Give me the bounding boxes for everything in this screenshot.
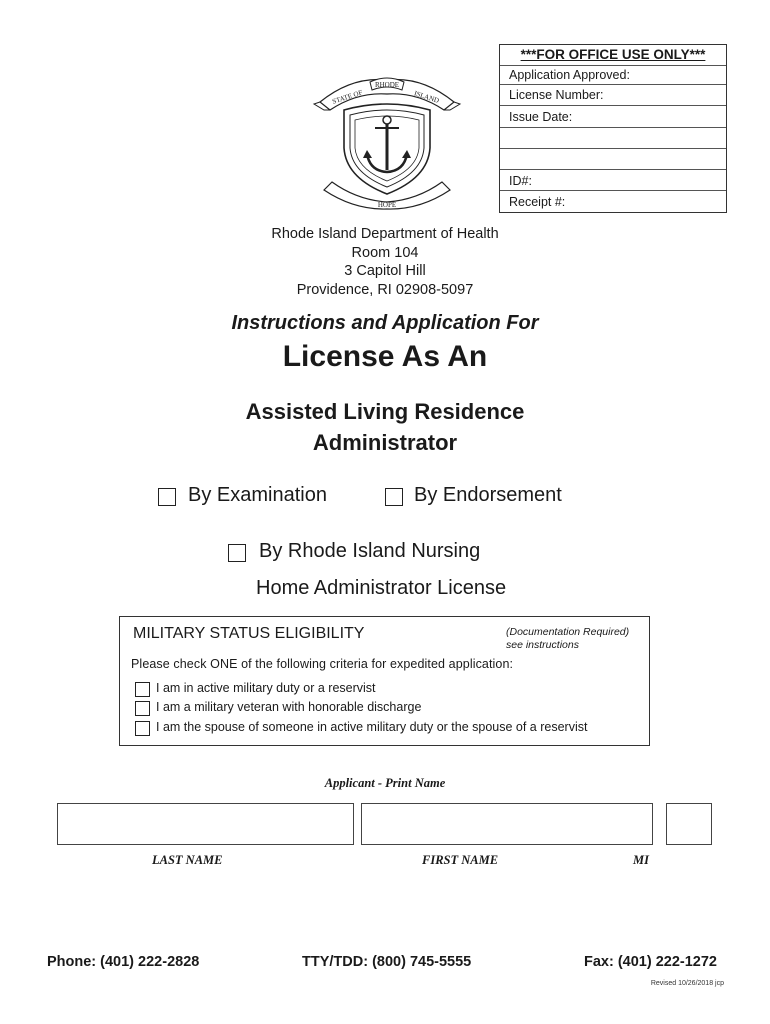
applicant-print-name-label: Applicant - Print Name <box>324 776 446 790</box>
by-ri-nursing-label: By Rhode Island Nursing <box>259 540 481 562</box>
first-name-input[interactable] <box>361 803 653 845</box>
office-use-box <box>499 44 727 213</box>
assisted-living-title-line-1: Assisted Living Residence <box>245 399 525 424</box>
seal-bottom-text: HOPE <box>377 201 397 209</box>
instructions-title: Instructions and Application For <box>231 312 539 334</box>
address-line-3: 3 Capitol Hill <box>344 263 426 279</box>
by-endorsement-label: By Endorsement <box>414 484 562 506</box>
office-blank-field-1[interactable] <box>500 128 726 149</box>
spouse-label: I am the spouse of someone in active military duty or the spouse of a reservist <box>156 720 588 734</box>
license-title: License As An <box>282 340 488 373</box>
rhode-island-seal <box>312 70 462 210</box>
military-instruction: Please check ONE of the following criteria for expedited application: <box>131 657 514 671</box>
last-name-input[interactable] <box>57 803 354 845</box>
last-name-label: LAST NAME <box>152 853 223 867</box>
id-field[interactable]: ID#: <box>500 170 726 191</box>
seal-top-text2: RHODE <box>374 81 400 89</box>
spouse-checkbox[interactable] <box>135 721 150 736</box>
by-ri-nursing-checkbox[interactable] <box>228 544 246 562</box>
middle-initial-input[interactable] <box>666 803 712 845</box>
office-use-header: ***FOR OFFICE USE ONLY*** <box>500 45 726 66</box>
active-duty-checkbox[interactable] <box>135 682 150 697</box>
address-line-4: Providence, RI 02908-5097 <box>296 281 474 298</box>
seal-top-text: STATE OF <box>331 88 364 106</box>
veteran-checkbox[interactable] <box>135 701 150 716</box>
first-name-label: FIRST NAME <box>422 853 499 867</box>
fax-number: Fax: (401) 222-1272 <box>584 954 717 970</box>
receipt-field[interactable]: Receipt #: <box>509 195 566 209</box>
by-examination-label: By Examination <box>188 484 327 506</box>
issue-date-field[interactable]: Issue Date: <box>500 106 726 128</box>
veteran-label: I am a military veteran with honorable discharge <box>156 700 422 714</box>
address-line-1: Rhode Island Department of Health <box>271 226 499 242</box>
documentation-required-text: (Documentation Required) <box>506 626 630 638</box>
revised-date: Revised 10/26/2018 jcp <box>650 980 724 987</box>
nursing-home-license-label: Home Administrator License <box>256 577 507 599</box>
assisted-living-title <box>0 396 770 458</box>
mi-label: MI <box>633 853 649 867</box>
military-status-box <box>119 616 650 746</box>
address-block <box>0 225 770 299</box>
by-examination-checkbox[interactable] <box>158 488 176 506</box>
address-line-2: Room 104 <box>351 244 419 261</box>
military-status-title: MILITARY STATUS ELIGIBILITY <box>133 625 365 642</box>
documentation-note <box>506 626 629 652</box>
by-endorsement-checkbox[interactable] <box>385 488 403 506</box>
application-approved-field[interactable]: Application Approved: <box>500 66 726 85</box>
seal-top-text3: ISLAND <box>413 89 441 105</box>
phone-number: Phone: (401) 222-2828 <box>47 954 200 970</box>
active-duty-label: I am in active military duty or a reservist <box>156 681 376 695</box>
see-instructions-text: see instructions <box>506 639 579 651</box>
tty-number: TTY/TDD: (800) 745-5555 <box>302 954 472 970</box>
assisted-living-title-line-2: Administrator <box>312 430 458 455</box>
office-blank-field-2[interactable] <box>500 149 726 170</box>
license-number-field[interactable]: License Number: <box>500 85 726 106</box>
